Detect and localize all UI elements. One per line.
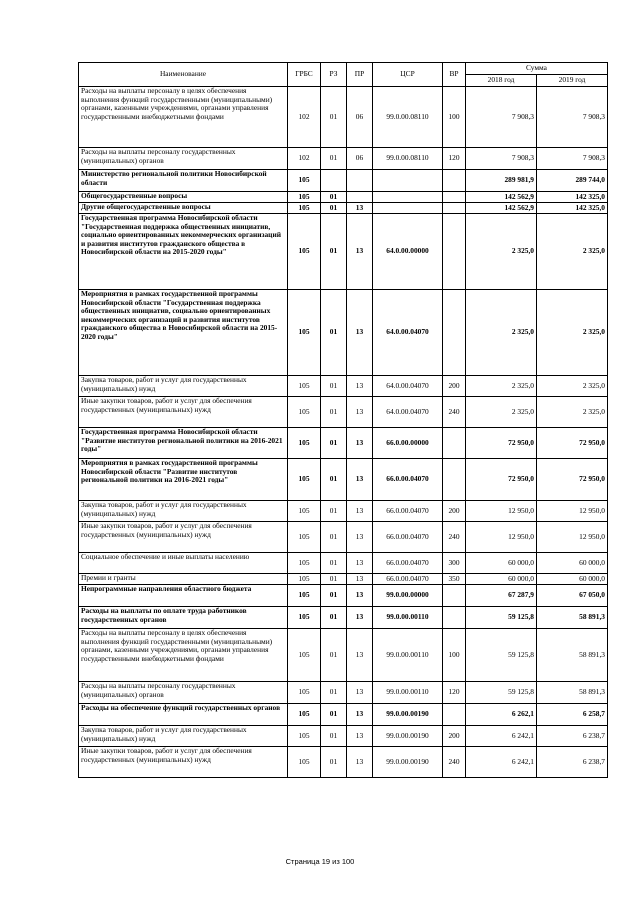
row-amount-2018: 72 950,0 [466, 428, 537, 459]
row-grbs: 105 [288, 726, 321, 747]
row-grbs: 105 [288, 553, 321, 574]
row-rz [321, 170, 347, 192]
row-amount-2019: 6 258,7 [537, 704, 608, 726]
row-pr: 13 [347, 747, 373, 778]
row-rz: 01 [321, 376, 347, 397]
row-rz: 01 [321, 397, 347, 428]
row-grbs: 105 [288, 522, 321, 553]
row-amount-2019: 58 891,3 [537, 607, 608, 629]
row-pr: 13 [347, 376, 373, 397]
row-amount-2018: 12 950,0 [466, 522, 537, 553]
row-amount-2018: 60 000,0 [466, 553, 537, 574]
row-rz: 01 [321, 747, 347, 778]
table-row [79, 682, 608, 704]
row-amount-2019: 12 950,0 [537, 501, 608, 522]
row-grbs: 105 [288, 501, 321, 522]
row-amount-2018: 142 562,9 [466, 203, 537, 214]
table-row [79, 428, 608, 459]
col-header-rz: РЗ [321, 63, 347, 87]
row-pr: 13 [347, 459, 373, 501]
row-amount-2018: 59 125,8 [466, 607, 537, 629]
row-grbs: 102 [288, 148, 321, 170]
row-pr: 13 [347, 682, 373, 704]
row-name: Премии и гранты [79, 574, 288, 585]
row-vr [443, 214, 466, 290]
row-pr: 06 [347, 87, 373, 148]
row-rz: 01 [321, 585, 347, 607]
table-row [79, 574, 608, 585]
row-amount-2018: 12 950,0 [466, 501, 537, 522]
row-rz: 01 [321, 290, 347, 376]
row-grbs: 105 [288, 290, 321, 376]
row-pr: 13 [347, 397, 373, 428]
row-csr: 99.0.00.00190 [373, 747, 443, 778]
row-vr [443, 607, 466, 629]
table-row [79, 553, 608, 574]
row-name: Иные закупки товаров, работ и услуг для обеспечения государственных (муниципальных) нужд [79, 747, 288, 778]
row-vr [443, 192, 466, 203]
row-csr: 99.0.00.08110 [373, 148, 443, 170]
row-grbs: 105 [288, 192, 321, 203]
table-row [79, 522, 608, 553]
row-rz: 01 [321, 726, 347, 747]
row-amount-2018: 2 325,0 [466, 214, 537, 290]
row-grbs: 105 [288, 607, 321, 629]
col-header-pr: ПР [347, 63, 373, 87]
table-row [79, 376, 608, 397]
row-csr: 99.0.00.00190 [373, 726, 443, 747]
col-header-vr: ВР [443, 63, 466, 87]
row-name: Закупка товаров, работ и услуг для государственных (муниципальных) нужд [79, 726, 288, 747]
row-grbs: 105 [288, 428, 321, 459]
row-grbs: 105 [288, 704, 321, 726]
row-csr: 64.0.00.00000 [373, 214, 443, 290]
row-pr: 13 [347, 629, 373, 682]
row-amount-2018: 142 562,9 [466, 192, 537, 203]
row-amount-2019: 2 325,0 [537, 290, 608, 376]
row-rz: 01 [321, 574, 347, 585]
row-grbs: 105 [288, 585, 321, 607]
row-amount-2018: 6 242,1 [466, 726, 537, 747]
table-row [79, 148, 608, 170]
row-rz: 01 [321, 704, 347, 726]
col-header-grbs: ГРБС [288, 63, 321, 87]
row-rz: 01 [321, 459, 347, 501]
row-vr: 120 [443, 682, 466, 704]
row-csr: 66.0.00.04070 [373, 522, 443, 553]
row-pr: 13 [347, 574, 373, 585]
table-body [79, 87, 608, 778]
row-pr: 13 [347, 726, 373, 747]
row-grbs: 105 [288, 459, 321, 501]
row-pr: 13 [347, 522, 373, 553]
row-name: Другие общегосударственные вопросы [79, 203, 288, 214]
row-vr: 100 [443, 87, 466, 148]
row-rz: 01 [321, 501, 347, 522]
row-amount-2018: 6 242,1 [466, 747, 537, 778]
row-vr [443, 704, 466, 726]
row-amount-2019: 142 325,0 [537, 203, 608, 214]
row-csr: 64.0.00.04070 [373, 397, 443, 428]
row-rz: 01 [321, 522, 347, 553]
row-rz: 01 [321, 192, 347, 203]
row-amount-2018: 2 325,0 [466, 397, 537, 428]
row-vr: 240 [443, 747, 466, 778]
row-amount-2018: 59 125,8 [466, 629, 537, 682]
row-csr: 99.0.00.08110 [373, 87, 443, 148]
row-amount-2018: 289 981,9 [466, 170, 537, 192]
row-amount-2019: 142 325,0 [537, 192, 608, 203]
row-grbs: 105 [288, 629, 321, 682]
row-csr: 99.0.00.00110 [373, 607, 443, 629]
row-amount-2019: 2 325,0 [537, 376, 608, 397]
row-vr: 200 [443, 501, 466, 522]
row-name: Общегосударственные вопросы [79, 192, 288, 203]
table-row [79, 290, 608, 376]
header-row [79, 63, 608, 75]
table-row [79, 607, 608, 629]
row-amount-2018: 6 262,1 [466, 704, 537, 726]
row-name: Расходы на выплаты персоналу государственных (муниципальных) органов [79, 682, 288, 704]
row-rz: 01 [321, 607, 347, 629]
row-amount-2019: 7 908,3 [537, 87, 608, 148]
row-amount-2019: 6 238,7 [537, 726, 608, 747]
row-amount-2019: 72 950,0 [537, 459, 608, 501]
row-grbs: 105 [288, 214, 321, 290]
table-row [79, 704, 608, 726]
row-name: Закупка товаров, работ и услуг для государственных (муниципальных) нужд [79, 501, 288, 522]
row-name: Мероприятия в рамках государственной программы Новосибирской области "Государственная поддержка общественных инициатив, социально ориентированных некоммерческих организаций и развития институтов гражданского общества в Новосибирской области на 2015-2020 годы" [79, 290, 288, 376]
row-amount-2018: 60 000,0 [466, 574, 537, 585]
row-name: Расходы на обеспечение функций государственных органов [79, 704, 288, 726]
row-pr: 06 [347, 148, 373, 170]
table-row [79, 747, 608, 778]
row-csr: 66.0.00.04070 [373, 553, 443, 574]
row-csr: 64.0.00.04070 [373, 290, 443, 376]
row-pr: 13 [347, 607, 373, 629]
row-vr: 120 [443, 148, 466, 170]
row-amount-2019: 7 908,3 [537, 148, 608, 170]
row-name: Расходы на выплаты по оплате труда работников государственных органов [79, 607, 288, 629]
row-amount-2018: 59 125,8 [466, 682, 537, 704]
row-vr: 300 [443, 553, 466, 574]
row-name: Государственная программа Новосибирской области "Государственная поддержка общественных инициатив, социально ориентированных некоммерческих организаций и развития институтов гражданского общества в Новосибирской области на 2015-2020 годы" [79, 214, 288, 290]
row-amount-2018: 7 908,3 [466, 148, 537, 170]
row-vr: 100 [443, 629, 466, 682]
row-name: Иные закупки товаров, работ и услуг для обеспечения государственных (муниципальных) нужд [79, 397, 288, 428]
row-amount-2019: 12 950,0 [537, 522, 608, 553]
row-csr: 99.0.00.00110 [373, 682, 443, 704]
row-csr: 66.0.00.04070 [373, 501, 443, 522]
table-row [79, 192, 608, 203]
row-csr: 66.0.00.04070 [373, 459, 443, 501]
row-pr: 13 [347, 214, 373, 290]
table-row [79, 397, 608, 428]
row-grbs: 105 [288, 682, 321, 704]
row-amount-2019: 2 325,0 [537, 214, 608, 290]
table-row [79, 214, 608, 290]
page-number: Страница 19 из 100 [285, 857, 355, 866]
row-grbs: 102 [288, 87, 321, 148]
row-vr: 200 [443, 726, 466, 747]
table-row [79, 87, 608, 148]
row-csr: 66.0.00.00000 [373, 428, 443, 459]
table-row [79, 170, 608, 192]
row-csr: 99.0.00.00190 [373, 704, 443, 726]
table-row [79, 501, 608, 522]
row-grbs: 105 [288, 574, 321, 585]
row-pr [347, 192, 373, 203]
row-grbs: 105 [288, 203, 321, 214]
table-row [79, 726, 608, 747]
row-name: Расходы на выплаты персоналу в целях обеспечения выполнения функций государственными (муниципальными) органами, казенными учреждениями, органами управления государственными внебюджетными фондами [79, 629, 288, 682]
row-csr: 99.0.00.00110 [373, 629, 443, 682]
budget-table [78, 62, 608, 778]
row-pr: 13 [347, 428, 373, 459]
row-amount-2019: 289 744,0 [537, 170, 608, 192]
row-pr: 13 [347, 553, 373, 574]
row-name: Закупка товаров, работ и услуг для государственных (муниципальных) нужд [79, 376, 288, 397]
row-csr [373, 170, 443, 192]
row-pr: 13 [347, 501, 373, 522]
col-header-year-2019: 2019 год [537, 75, 608, 87]
row-csr [373, 203, 443, 214]
row-amount-2019: 60 000,0 [537, 553, 608, 574]
row-name: Государственная программа Новосибирской области "Развитие институтов региональной политики на 2016-2021 годы" [79, 428, 288, 459]
col-header-csr: ЦСР [373, 63, 443, 87]
row-grbs: 105 [288, 397, 321, 428]
row-vr [443, 428, 466, 459]
row-vr [443, 170, 466, 192]
row-pr: 13 [347, 585, 373, 607]
row-amount-2019: 58 891,3 [537, 629, 608, 682]
row-pr [347, 170, 373, 192]
row-vr: 350 [443, 574, 466, 585]
col-header-name: Наименование [79, 63, 288, 87]
row-amount-2018: 72 950,0 [466, 459, 537, 501]
row-amount-2018: 2 325,0 [466, 376, 537, 397]
row-vr: 240 [443, 397, 466, 428]
table-row [79, 459, 608, 501]
row-amount-2019: 58 891,3 [537, 682, 608, 704]
col-header-year-2018: 2018 год [466, 75, 537, 87]
row-rz: 01 [321, 203, 347, 214]
row-rz: 01 [321, 214, 347, 290]
row-vr [443, 459, 466, 501]
table-row [79, 585, 608, 607]
row-pr: 13 [347, 290, 373, 376]
table-row [79, 629, 608, 682]
table-row [79, 203, 608, 214]
row-vr [443, 203, 466, 214]
row-name: Непрограммные направления областного бюджета [79, 585, 288, 607]
row-amount-2019: 72 950,0 [537, 428, 608, 459]
row-vr: 240 [443, 522, 466, 553]
row-name: Мероприятия в рамках государственной программы Новосибирской области "Развитие институтов региональной политики на 2016-2021 годы" [79, 459, 288, 501]
row-amount-2018: 7 908,3 [466, 87, 537, 148]
row-vr: 200 [443, 376, 466, 397]
row-rz: 01 [321, 148, 347, 170]
row-grbs: 105 [288, 170, 321, 192]
row-vr [443, 290, 466, 376]
col-header-sum: Сумма [466, 63, 608, 75]
row-name: Расходы на выплаты персоналу в целях обеспечения выполнения функций государственными (муниципальными) органами, казенными учреждениями, органами управления государственными внебюджетными фондами [79, 87, 288, 148]
row-grbs: 105 [288, 747, 321, 778]
row-pr: 13 [347, 704, 373, 726]
row-csr: 64.0.00.04070 [373, 376, 443, 397]
row-name: Министерство региональной политики Новосибирской области [79, 170, 288, 192]
row-grbs: 105 [288, 376, 321, 397]
row-amount-2018: 67 287,9 [466, 585, 537, 607]
row-name: Иные закупки товаров, работ и услуг для обеспечения государственных (муниципальных) нужд [79, 522, 288, 553]
row-csr [373, 192, 443, 203]
row-rz: 01 [321, 428, 347, 459]
row-amount-2019: 67 050,0 [537, 585, 608, 607]
row-rz: 01 [321, 682, 347, 704]
row-pr: 13 [347, 203, 373, 214]
row-rz: 01 [321, 629, 347, 682]
row-vr [443, 585, 466, 607]
row-amount-2019: 2 325,0 [537, 397, 608, 428]
row-rz: 01 [321, 553, 347, 574]
row-csr: 99.0.00.00000 [373, 585, 443, 607]
row-amount-2018: 2 325,0 [466, 290, 537, 376]
row-amount-2019: 6 238,7 [537, 747, 608, 778]
row-name: Расходы на выплаты персоналу государственных (муниципальных) органов [79, 148, 288, 170]
row-amount-2019: 60 000,0 [537, 574, 608, 585]
row-name: Социальное обеспечение и иные выплаты населению [79, 553, 288, 574]
row-csr: 66.0.00.04070 [373, 574, 443, 585]
row-rz: 01 [321, 87, 347, 148]
